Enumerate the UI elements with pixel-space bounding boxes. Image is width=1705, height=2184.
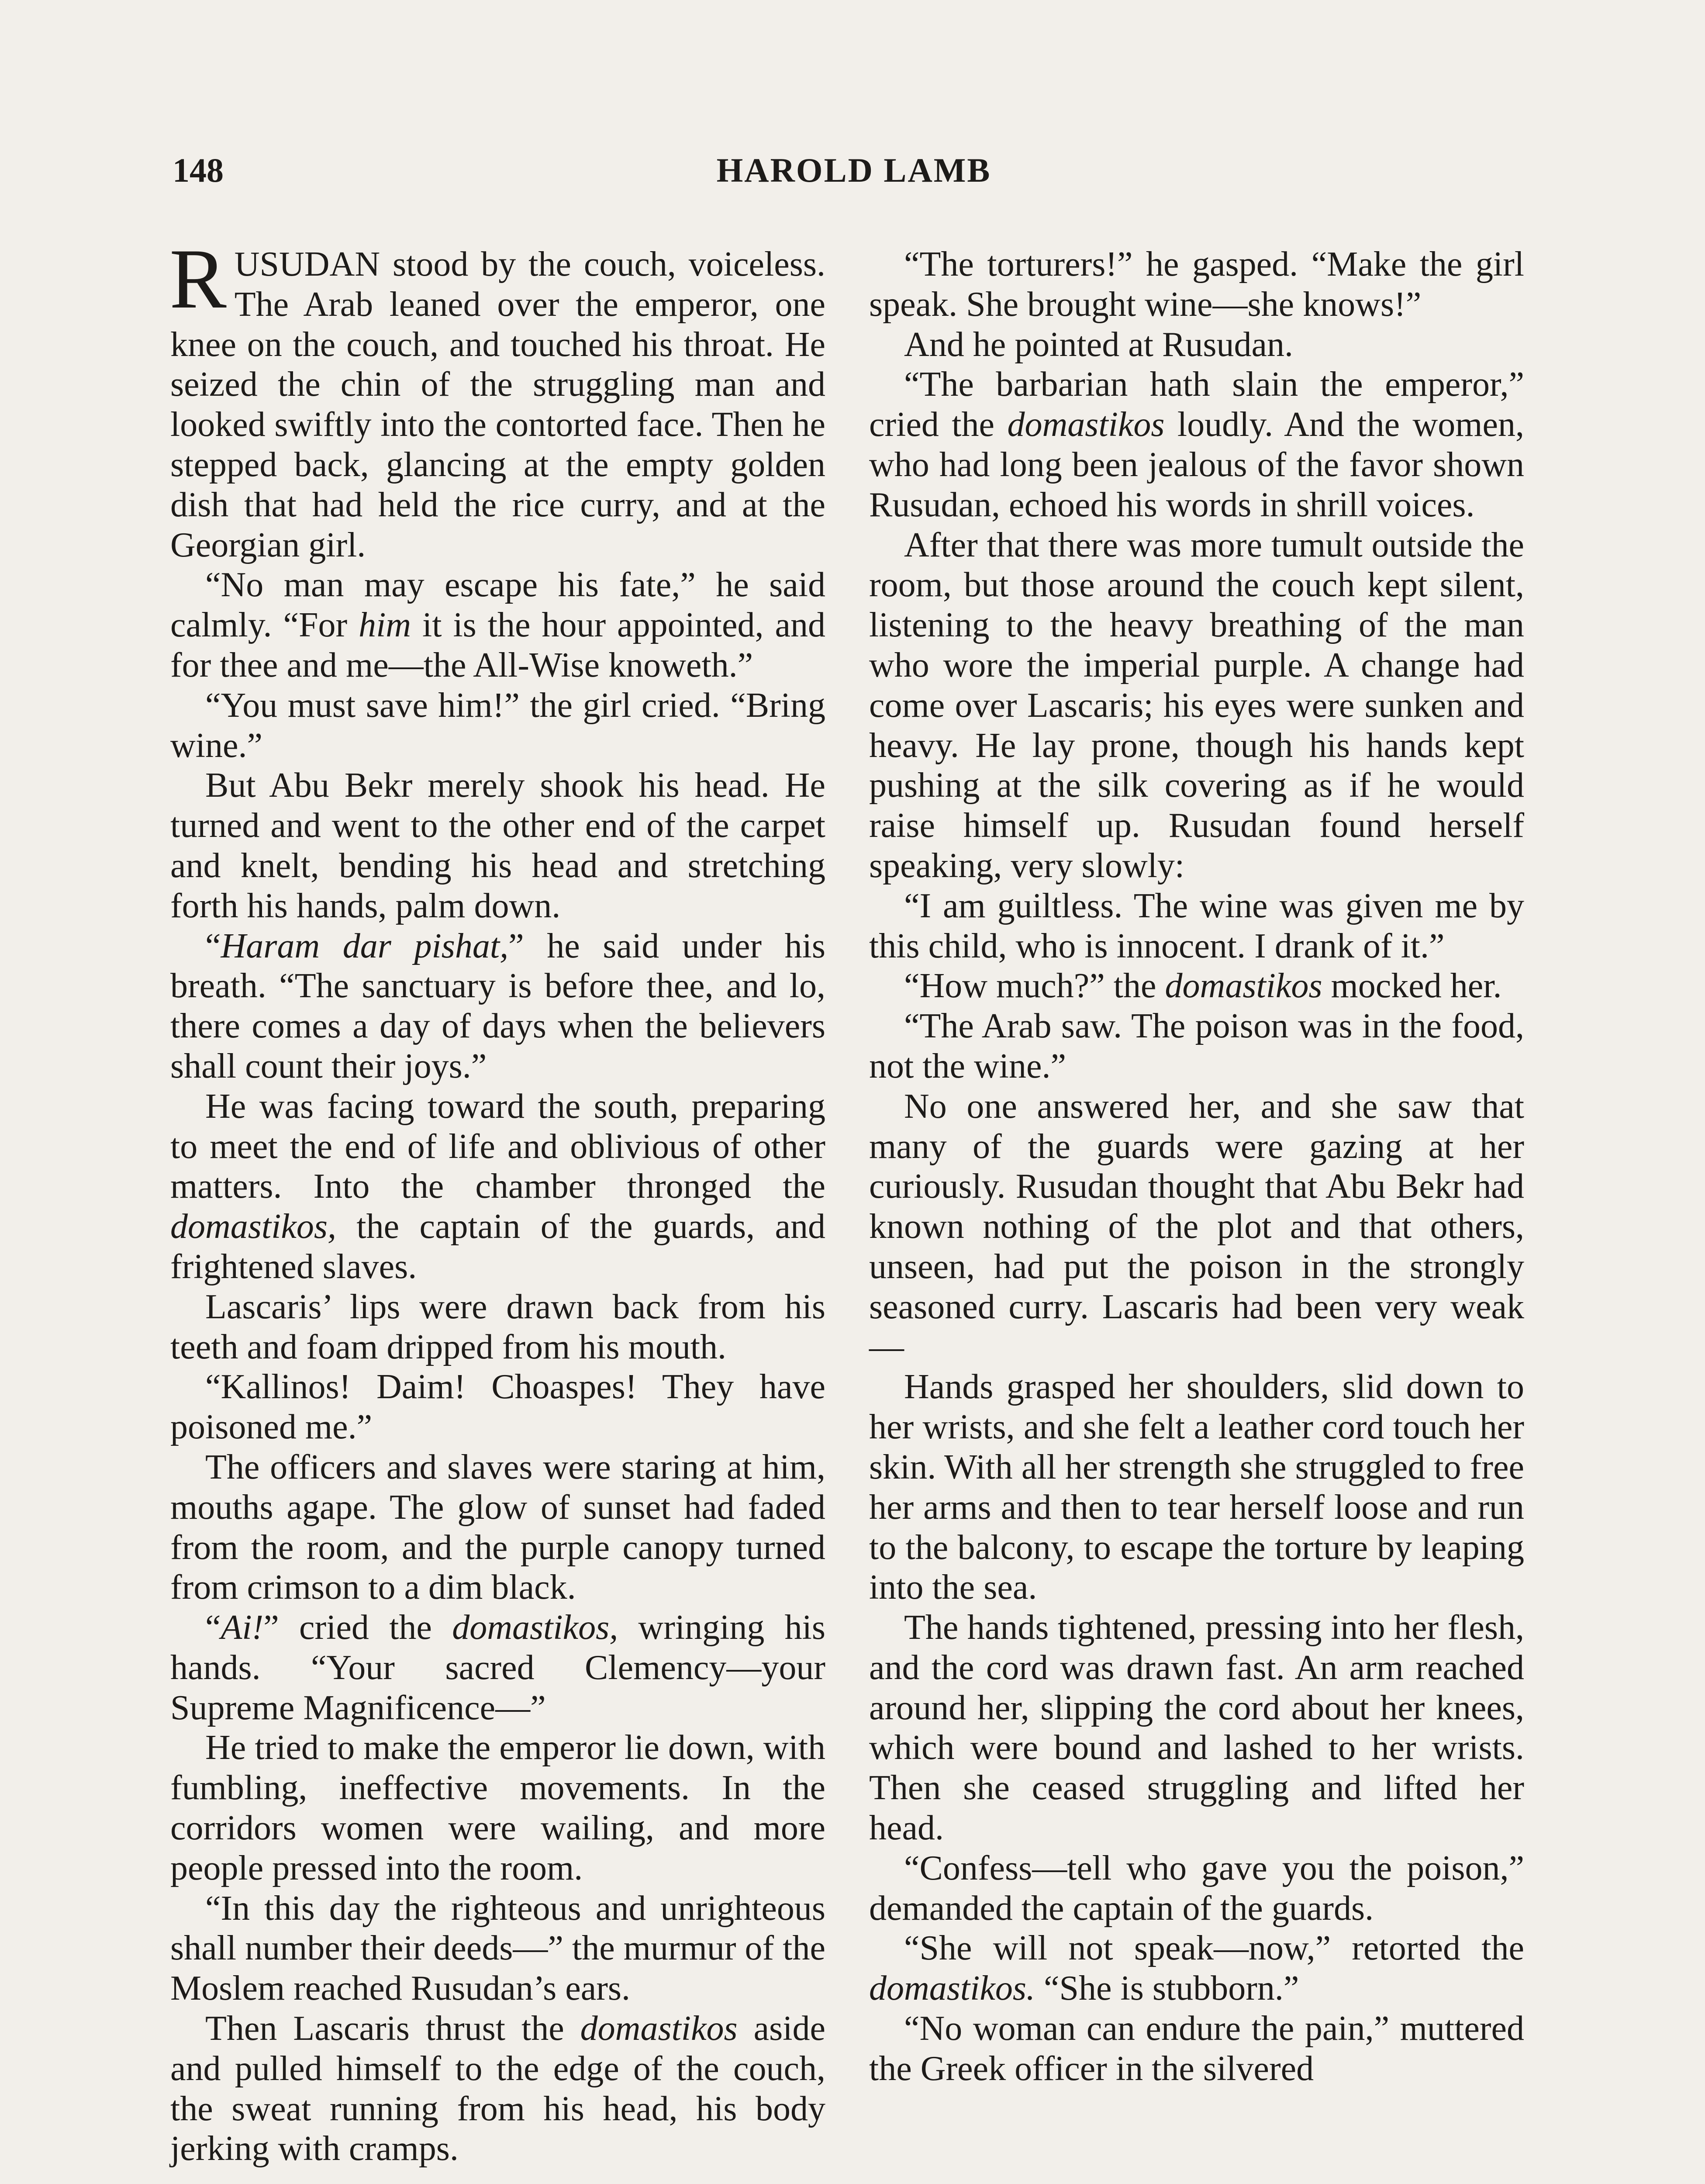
text-run: “The torturers!” he gasped. “Make the girl speak. She brought wine—she knows!” (869, 245, 1524, 324)
italic-text: domastikos (1165, 967, 1322, 1006)
text-run: “Confess—tell who gave you the poison,” demanded the captain of the guards. (869, 1849, 1524, 1928)
drop-cap: R (169, 232, 227, 326)
text-run: He was facing toward the south, preparing to meet the end of life and oblivious of other matters. Into the chamber thronged the (170, 1087, 825, 1206)
italic-text: domastikos (580, 2009, 738, 2048)
italic-text: Ai! (221, 1608, 264, 1647)
text-run: “You must save him!” the girl cried. “Bring wine.” (170, 686, 825, 765)
paragraph (869, 1849, 1524, 1929)
paragraph (869, 1087, 1524, 1368)
paragraph (869, 966, 1524, 1006)
paragraph (170, 2009, 825, 2169)
text-run: aside and pulled himself to the edge of the couch, the sweat running from his head, his body jerking with cramps. (170, 2009, 825, 2168)
text-run: After that there was more tumult outside the room, but those around the couch kept silent, listening to the heavy breathing of the man who wore the imperial purple. A change had come over Lascaris; his eyes were sunken and heavy. He lay prone, though his hands kept pushing at the silk covering as if he would raise himself up. Rusudan found herself speaking, very slowly: (869, 525, 1524, 885)
text-run: “ (205, 1608, 221, 1647)
text-run: But Abu Bekr merely shook his head. He turned and went to the other end of the carpet and knelt, bending his head and stretching forth his hands, palm down. (170, 766, 825, 925)
text-run: “She is stubborn.” (1035, 1969, 1299, 2008)
paragraph (170, 1087, 825, 1287)
page-number: 148 (173, 151, 224, 189)
running-title: HAROLD LAMB (716, 151, 991, 189)
italic-text: domastikos (1007, 405, 1165, 444)
text-run: “The Arab saw. The poison was in the food, not the wine.” (869, 1007, 1524, 1085)
italic-text: domastikos. (869, 1969, 1035, 2008)
text-run: “The barbarian hath slain the emperor,” cried the (869, 365, 1524, 444)
paragraph (869, 1367, 1524, 1608)
paragraph (869, 525, 1524, 886)
text-run: Then Lascaris thrust the (205, 2009, 580, 2048)
text-run: USUDAN stood by the couch, voiceless. The Arab leaned over the emperor, one knee on the couch, and touched his throat. He seized the chin of the struggling man and looked swiftly into the contorted face. Then he stepped back, glancing at the empty golden dish that had held the rice curry, and at the Georgian girl. (170, 245, 825, 564)
paragraph (869, 886, 1524, 967)
paragraph (869, 1006, 1524, 1087)
text-run: the captain of the guards, and frightened slaves. (170, 1207, 825, 1286)
text-run: The hands tightened, pressing into her flesh, and the cord was drawn fast. An arm reached around her, slipping the cord about her knees, which were bound and lashed to her wrists. Then she ceased struggling and lifted her head. (869, 1608, 1524, 1848)
italic-text: him (359, 606, 411, 645)
running-header (173, 144, 1535, 197)
text-run: it is the hour appointed, and for thee and me—the All-Wise knoweth.” (170, 606, 825, 684)
text-run: ” cried the (263, 1608, 452, 1647)
italic-text: domastikos, (170, 1207, 336, 1246)
text-run: “She will not speak—now,” retorted the (904, 1929, 1524, 1968)
paragraph (170, 766, 825, 926)
paragraph (170, 1728, 825, 1888)
text-run: “No woman can endure the pain,” muttered the Greek officer in the silvered (869, 2009, 1524, 2088)
left-text-column (169, 232, 826, 2169)
paragraph (170, 926, 825, 1087)
text-run: The officers and slaves were staring at him, mouths agape. The glow of sunset had faded from the room, and the purple canopy turned from crimson to a dim black. (170, 1448, 825, 1607)
paragraph (170, 1608, 825, 1728)
text-run: mocked her. (1322, 967, 1502, 1006)
paragraph (170, 1448, 825, 1608)
paragraph (169, 232, 825, 565)
paragraph (170, 1889, 825, 2009)
text-run: loudly. And the women, who had long been jealous of the favor shown Rusudan, echoed his words in shrill voices. (869, 405, 1525, 524)
paragraph (170, 686, 825, 766)
text-run: “I am guiltless. The wine was given me by this child, who is innocent. I drank of it.” (869, 886, 1524, 965)
text-run: No one answered her, and she saw that many of the guards were gazing at her curiously. Rusudan thought that Abu Bekr had known nothing of the plot and that others, unseen, had put the poison in the strongly seasoned curry. Lascaris had been very weak— (869, 1087, 1524, 1366)
italic-text: Haram dar pishat, (221, 926, 509, 965)
paragraph (869, 325, 1524, 365)
text-run: wringing his hands. “Your sacred Clemency—your Supreme Magnificence—” (170, 1608, 826, 1727)
text-run: “No man may escape his fate,” he said calmly. “For (170, 566, 825, 645)
paragraph (869, 1928, 1524, 2009)
paragraph (170, 1367, 825, 1448)
text-run: Lascaris’ lips were drawn back from his teeth and foam dripped from his mouth. (170, 1287, 825, 1366)
text-run: “In this day the righteous and unrighteous shall number their deeds—” the murmur of the Moslem reached Rusudan’s ears. (170, 1889, 825, 2008)
paragraph (170, 1287, 825, 1368)
text-run: Hands grasped her shoulders, slid down to her wrists, and she felt a leather cord touch her skin. With all her strength she struggled to free her arms and then to tear herself loose and run to the balcony, to escape the torture by leaping into the sea. (869, 1368, 1524, 1607)
paragraph (869, 245, 1524, 325)
paragraph (869, 365, 1524, 525)
italic-text: domastikos, (452, 1608, 618, 1647)
text-run: And he pointed at Rusudan. (904, 325, 1293, 364)
text-run: “ (205, 926, 221, 965)
paragraph (869, 2009, 1524, 2089)
text-run: He tried to make the emperor lie down, with fumbling, ineffective movements. In the corridors women were wailing, and more people pressed into the room. (170, 1728, 825, 1887)
text-run: ” he said under his breath. “The sanctuary is before thee, and lo, there comes a day of days when the believers shall count their joys.” (170, 926, 826, 1085)
paragraph (170, 565, 825, 685)
text-run: “How much?” the (904, 967, 1165, 1006)
paragraph (869, 1608, 1524, 1849)
text-run: “Kallinos! Daim! Choaspes! They have poisoned me.” (170, 1368, 825, 1447)
right-text-column (869, 245, 1524, 2089)
